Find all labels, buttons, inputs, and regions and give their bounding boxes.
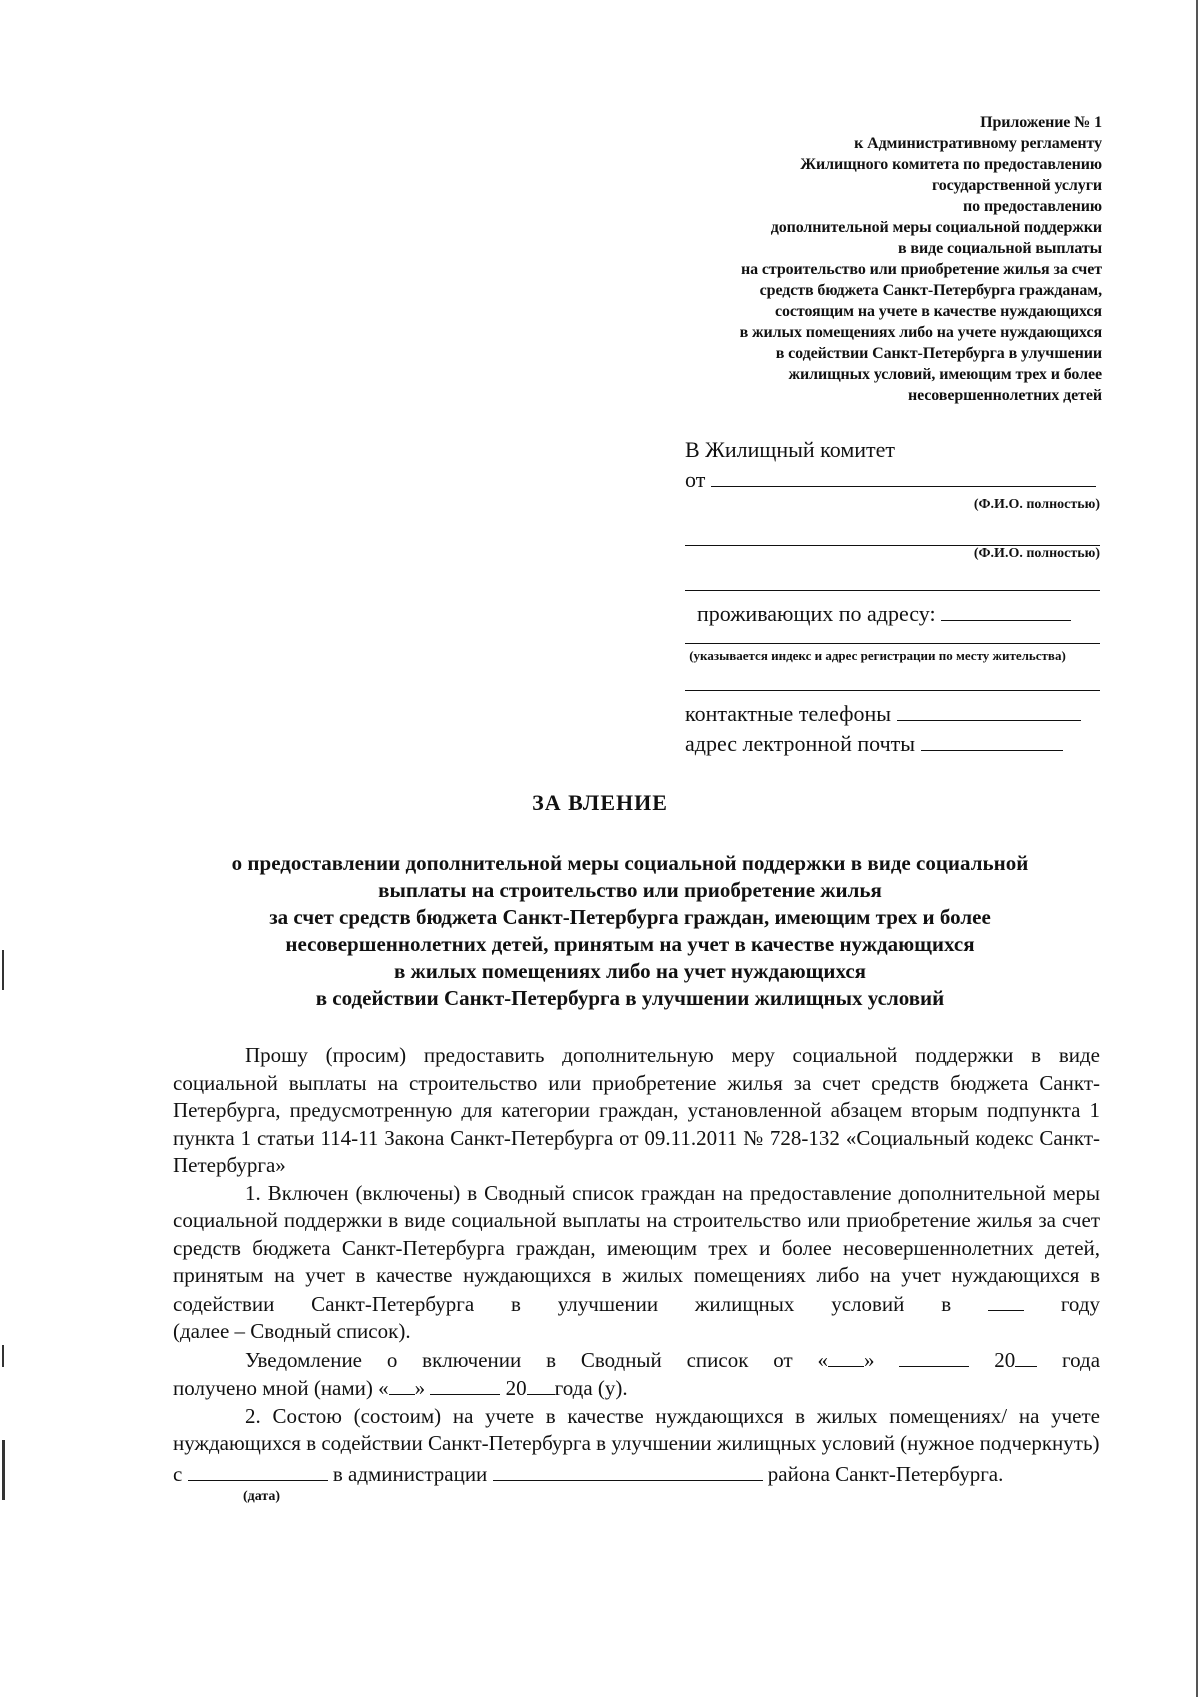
annex-line: к Административному регламенту [854,135,1102,152]
subtitle-line: о предоставлении дополнительной меры социальной поддержки в виде социальной [231,851,1029,875]
request-paragraph: Прошу (просим) предоставить дополнительную меру социальной поддержки в виде социальной выплаты на строительство или приобретение жилья за счет средств бюджета Санкт-Петербурга, предусмотренную для категории граждан, установленной абзацем вторым подпункта 1 пункта 1 статьи 114-11 Закона Санкт-Петербурга от 09.11.2011 № 728-132 «Социальный кодекс Санкт-Петербурга» [173,1043,1100,1177]
annex-line: в жилых помещениях либо на учете нуждающихся [739,324,1102,341]
address-field-2[interactable] [685,631,1100,644]
phones-label: контактные телефоны [685,701,892,726]
notice-quote: » [864,1347,875,1372]
fio-hint-2: (Ф.И.О. полностью) [973,546,1100,561]
annex-line: Жилищного комитета по предоставлению [800,156,1102,173]
annex-line: на строительство или приобретение жилья за счет [740,261,1102,278]
document-subtitle [150,850,1110,1012]
annex-heading [740,112,1102,406]
subtitle-line: в содействии Санкт-Петербурга в улучшении жилищных условий [315,986,945,1010]
email-label: адрес лектронной почты [685,731,916,756]
annex-line: в виде социальной выплаты [897,240,1102,257]
item1-year-field[interactable] [988,1290,1024,1311]
scan-mark [2,1440,5,1500]
received-month-field[interactable] [430,1374,500,1395]
annex-line: несовершеннолетних детей [907,387,1102,404]
fio-field-1[interactable] [711,468,1096,487]
document-title: ЗА ВЛЕНИЕ [532,790,668,815]
annex-line: государственной услуги [932,177,1102,194]
notice-paragraph [173,1346,1100,1375]
admin-district-field[interactable] [493,1460,763,1481]
recipient-block [685,437,1100,761]
document-body [173,1042,1100,1506]
admin-label: в администрации [332,1461,488,1486]
received-quote: » [414,1376,426,1400]
fio-field-2[interactable] [685,519,1100,546]
annex-line: дополнительной меры социальной поддержки [770,219,1102,236]
subtitle-line: выплаты на строительство или приобретение жилья [378,878,882,902]
since-prefix: с [173,1461,183,1486]
address-row [685,601,1100,631]
address-hint: (указывается индекс и адрес регистрации по месту жительства) [689,648,1066,663]
address-field-3[interactable] [685,670,1100,691]
subtitle-line: в жилых помещениях либо на учет нуждающихся [393,959,867,983]
item1-year-suffix: году [1060,1291,1101,1316]
annex-line: Приложение № 1 [980,114,1102,131]
notice-20: 20 [994,1347,1016,1372]
district-label: района Санкт-Петербурга. [767,1461,1004,1486]
subtitle-line: несовершеннолетних детей, принятым на учет в качестве нуждающихся [285,932,975,956]
scan-mark [2,950,4,990]
address-field[interactable] [941,602,1071,621]
from-row [685,467,1100,497]
item1-paragraph [173,1180,1100,1319]
annex-line: в содействии Санкт-Петербурга в улучшении [775,345,1102,362]
scan-edge [1196,0,1198,1697]
received-paragraph [173,1374,1100,1403]
email-row [685,731,1100,761]
received-20: 20 [505,1376,527,1400]
annex-line: по предоставлению [963,198,1102,215]
scan-mark [2,1345,4,1367]
notice-year-word: года [1062,1347,1101,1372]
subtitle-line: за счет средств бюджета Санкт-Петербурга граждан, имеющим трех и более [269,905,991,929]
received-suffix: года (у). [554,1376,628,1400]
item2-paragraph: 2. Состою (состоим) на учете в качестве нуждающихся в жилых помещениях/ на учете нуждающихся в содействии Санкт-Петербурга в улучшении жилищных условий (нужное подчеркнуть) [173,1403,1100,1455]
received-yy-field[interactable] [527,1374,555,1395]
fio-hint-1: (Ф.И.О. полностью) [973,497,1100,512]
item1-tail: (далее – Сводный список). [173,1319,411,1343]
notice-yy-field[interactable] [1015,1346,1037,1367]
from-label: от [685,467,706,492]
notice-month-field[interactable] [899,1346,969,1367]
annex-line: средств бюджета Санкт-Петербурга гражданам, [759,282,1102,299]
date-hint: (дата) [243,1489,281,1504]
email-field[interactable] [921,732,1063,751]
notice-prefix: Уведомление о включении в Сводный список от « [245,1347,829,1372]
phones-field[interactable] [897,702,1081,721]
notice-day-field[interactable] [828,1346,864,1367]
received-day-field[interactable] [389,1374,415,1395]
since-date-field[interactable] [188,1460,328,1481]
address-label: проживающих по адресу: [697,601,936,626]
fio-field-3[interactable] [685,568,1100,591]
phones-row [685,701,1100,731]
since-row [173,1460,1100,1489]
item1-text: 1. Включен (включены) в Сводный список граждан на предоставление дополнительной меры социальной поддержки в виде социальной выплаты на строительство или приобретение жилья за счет средств бюджета Санкт-Петербурга граждан, имеющим трех и более несовершеннолетних детей, принятым на учет в качестве нуждающихся в жилых помещениях либо на учет нуждающихся в содействии Санкт-Петербурга в улучшении жилищных условий в [173,1180,1100,1316]
annex-line: состоящим на учете в качестве нуждающихся [775,303,1102,320]
recipient-to: В Жилищный комитет [685,437,896,462]
received-prefix: получено мной (нами) « [173,1376,389,1400]
annex-line: жилищных условий, имеющим трех и более [788,366,1102,383]
